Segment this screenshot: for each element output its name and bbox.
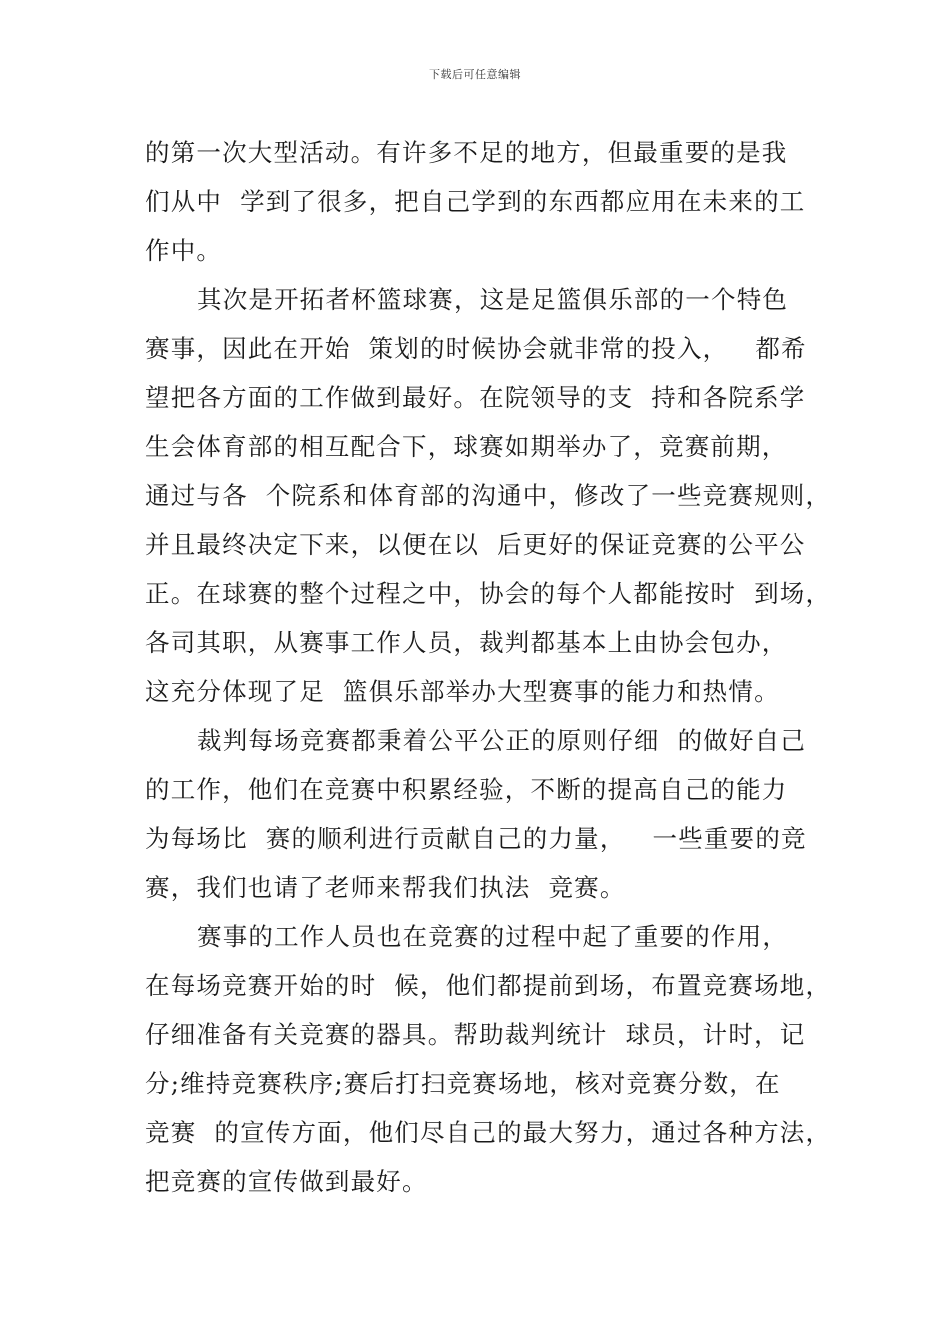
page-header: 下载后可任意编辑 (429, 68, 521, 81)
text-line: 正。在球赛的整个过程之中，协会的每个人都能按时 到场， (145, 579, 832, 608)
body-text (145, 128, 832, 1206)
text-line: 生会体育部的相互配合下，球赛如期举办了，竞赛前期， (145, 432, 788, 461)
paragraph-first-line: 裁判每场竞赛都秉着公平公正的原则仔细 的做好自己 (197, 726, 807, 755)
text-line: 把竞赛的宣传做到最好。 (145, 1167, 428, 1196)
text-line: 为每场比 赛的顺利进行贡献自己的力量， 一些重要的竞 (145, 824, 807, 853)
text-line: 们从中 学到了很多，把自己学到的东西都应用在未来的工 (145, 187, 806, 216)
text-line: 赛事，因此在开始 策划的时候协会就非常的投入， 都希 (145, 334, 807, 363)
text-line: 仔细准备有关竞赛的器具。帮助裁判统计 球员，计时，记 (145, 1020, 806, 1049)
text-line: 竞赛 的宣传方面，他们尽自己的最大努力，通过各种方法， (145, 1118, 832, 1147)
text-line: 分;维持竞赛秩序;赛后打扫竞赛场地，核对竞赛分数，在 (145, 1069, 781, 1098)
text-line: 各司其职，从赛事工作人员，裁判都基本上由协会包办， (145, 628, 788, 657)
paragraph-first-line: 其次是开拓者杯篮球赛，这是足篮俱乐部的一个特色 (197, 285, 789, 314)
paragraph-first-line: 赛事的工作人员也在竞赛的过程中起了重要的作用， (197, 922, 789, 951)
text-line: 这充分体现了足 篮俱乐部举办大型赛事的能力和热情。 (145, 677, 780, 706)
text-line: 在每场竞赛开始的时 候，他们都提前到场，布置竞赛场地， (145, 971, 832, 1000)
text-line: 望把各方面的工作做到最好。在院领导的支 持和各院系学 (145, 383, 806, 412)
text-line: 的第一次大型活动。有许多不足的地方，但最重要的是我 (145, 138, 788, 167)
text-line: 赛，我们也请了老师来帮我们执法 竞赛。 (145, 873, 626, 902)
text-line: 通过与各 个院系和体育部的沟通中，修改了一些竞赛规则， (145, 481, 832, 510)
text-line: 作中。 (145, 236, 223, 265)
text-line: 并且最终决定下来，以便在以 后更好的保证竞赛的公平公 (145, 530, 806, 559)
text-line: 的工作，他们在竞赛中积累经验，不断的提高自己的能力 (145, 775, 788, 804)
